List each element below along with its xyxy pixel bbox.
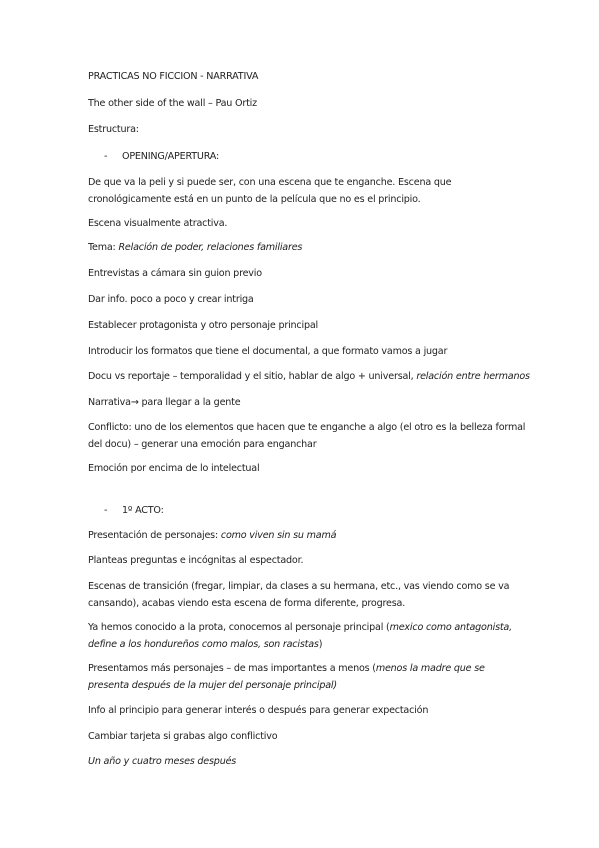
paragraph: Info al principio para generar interés o después para generar expectación: [88, 705, 429, 716]
section-heading-first-act: 1º ACTO:: [122, 505, 164, 516]
paragraph: [88, 527, 528, 544]
paragraph: Entrevistas a cámara sin guion previo: [88, 268, 262, 279]
paragraph: De que va la peli y si puede ser, con una escena que te enganche. Escena que cronológicamente está en un punto de la película que no es el principio.: [88, 177, 452, 205]
paragraph: [88, 660, 528, 694]
paragraph: Conflicto: uno de los elementos que hacen que te enganche a algo (el otro es la belleza formal del docu) – generar una emoción para enganchar: [88, 422, 526, 450]
paragraph: Dar info. poco a poco y crear intriga: [88, 294, 254, 305]
italic-text: como viven sin su mamá: [220, 530, 337, 541]
plain-text: Ya hemos conocido a la prota, conocemos al personaje principal (: [88, 622, 390, 633]
paragraph: [88, 239, 528, 256]
paragraph: [88, 753, 528, 770]
italic-text: mexico como antagonista, define a los hondureños como malos, son racistas: [88, 622, 512, 650]
italic-text: relación entre hermanos: [416, 371, 530, 382]
italic-text: Un año y cuatro meses después: [88, 756, 237, 767]
paragraph: Narrativa→ para llegar a la gente: [88, 397, 241, 408]
paragraph: [88, 368, 528, 385]
paragraph: Cambiar tarjeta si grabas algo conflictivo: [88, 731, 278, 742]
structure-label: Estructura:: [88, 124, 139, 135]
paragraph: Introducir los formatos que tiene el documental, a que formato vamos a jugar: [88, 346, 448, 357]
label-text: Presentación de personajes:: [88, 530, 221, 541]
bullet-dash: -: [104, 505, 108, 516]
italic-text: Relación de poder, relaciones familiares: [118, 242, 303, 253]
document-subtitle: The other side of the wall – Pau Ortiz: [88, 98, 257, 109]
paragraph: Emoción por encima de lo intelectual: [88, 463, 260, 474]
bullet-dash: -: [104, 151, 108, 162]
plain-text: Docu vs reportaje – temporalidad y el sitio, hablar de algo + universal,: [88, 371, 417, 382]
document-title: PRACTICAS NO FICCION - NARRATIVA: [88, 71, 259, 82]
paragraph: Planteas preguntas e incógnitas al espectador.: [88, 555, 304, 566]
italic-text: menos la madre que se presenta después de la mujer del personaje principal): [88, 663, 485, 691]
plain-text: Presentamos más personajes – de mas importantes a menos (: [88, 663, 376, 674]
label-text: Tema:: [88, 242, 119, 253]
paragraph: Escena visualmente atractiva.: [88, 218, 228, 229]
paragraph: [88, 619, 528, 653]
paragraph: Establecer protagonista y otro personaje principal: [88, 320, 319, 331]
paragraph: Escenas de transición (fregar, limpiar, da clases a su hermana, etc., vas viendo como se va cansando), acabas viendo esta escena de forma diferente, progresa.: [88, 581, 510, 609]
plain-text: ): [318, 639, 323, 650]
section-heading-opening: OPENING/APERTURA:: [122, 151, 220, 162]
